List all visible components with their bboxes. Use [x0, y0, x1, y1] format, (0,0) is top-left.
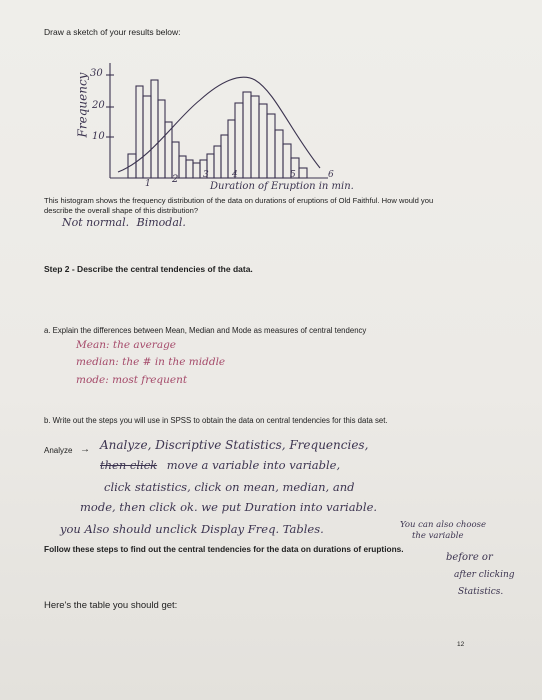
answer-b-line: Analyze, Discriptive Statistics, Frequencies,	[100, 438, 369, 452]
sketch-bar	[243, 92, 251, 178]
arrow-icon: →	[80, 444, 90, 455]
histogram-question: This histogram shows the frequency distribution of the data on durations of eruptions of Old Faithful. How would you describe the overall shape of this distribution?	[44, 196, 434, 215]
sketch-x-tick: 2	[172, 174, 179, 185]
shape-answer	[62, 216, 186, 229]
question-b: b. Write out the steps you will use in SPSS to obtain the data on central tendencies for this data set.	[44, 416, 388, 425]
answer-a-mode: mode: most frequent	[76, 374, 188, 386]
sketch-bar	[179, 156, 186, 178]
answer-b-line: you Also should unclick Display Freq. Tables.	[60, 522, 324, 536]
sketch-bar	[299, 168, 307, 178]
answer-b-line: click statistics, click on mean, median, and	[104, 480, 355, 494]
sketch-bar	[259, 104, 267, 178]
side-note: You can also choose	[400, 520, 487, 530]
sketch-y-tick: 10	[92, 131, 105, 142]
side-note: before or	[446, 552, 493, 563]
sketch-bar	[235, 103, 243, 178]
sketch-prompt: Draw a sketch of your results below:	[44, 27, 181, 37]
sketch-bar	[193, 163, 200, 178]
sketch-x-tick: 3	[203, 170, 209, 180]
sketch-x-tick: 4	[232, 170, 238, 180]
table-intro: Here's the table you should get:	[44, 600, 178, 611]
page-number: 12	[457, 641, 465, 648]
sketch-x-tick: 5	[290, 170, 296, 180]
analyze-label: Analyze	[44, 446, 73, 455]
shape-answer-prefix: Not normal.	[62, 216, 130, 229]
question-a: a. Explain the differences between Mean, Median and Mode as measures of central tendency	[44, 326, 367, 335]
sketch-bar	[251, 96, 259, 178]
sketch-x-label: Duration of Eruption in min.	[210, 181, 354, 192]
sketch-bar	[275, 130, 283, 178]
sketch-bar	[136, 86, 143, 178]
sketch-bar	[267, 114, 275, 178]
sketch-normal-curve	[118, 77, 320, 172]
sketch-bar	[221, 135, 228, 178]
sketch-bar	[165, 122, 172, 178]
side-note: Statistics.	[458, 587, 504, 597]
follow-steps: Follow these steps to find out the central tendencies for the data on durations of eruptions.	[44, 544, 404, 554]
sketch-bar	[214, 146, 221, 178]
side-note: the variable	[412, 531, 464, 541]
sketch-bar	[186, 160, 193, 178]
answer-a-mean: Mean: the average	[76, 339, 177, 351]
sketch-y-label: Frequency	[75, 72, 90, 138]
answer-b-struck: then click	[100, 458, 158, 472]
shape-answer-main: Bimodal.	[136, 216, 186, 229]
sketch-y-tick: 30	[90, 68, 103, 79]
answer-b-line: then click move a variable into variable,	[100, 458, 341, 472]
answer-a-median: median: the # in the middle	[76, 356, 226, 368]
sketch-bar	[143, 96, 151, 178]
step2-heading: Step 2 - Describe the central tendencies of the data.	[44, 264, 253, 274]
sketch-x-tick: 6	[328, 170, 334, 180]
sketch-x-tick: 1	[145, 179, 151, 189]
answer-b-line: mode, then click ok. we put Duration into variable.	[80, 500, 378, 514]
side-note: after clicking	[454, 570, 515, 580]
sketch-bar	[151, 80, 158, 178]
sketch-bar	[172, 142, 179, 178]
sketch-y-tick: 20	[92, 100, 105, 111]
